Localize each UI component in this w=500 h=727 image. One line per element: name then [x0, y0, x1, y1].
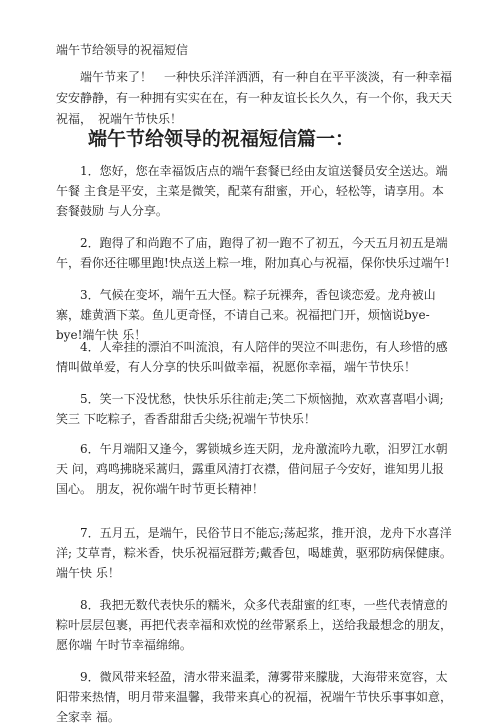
- message-item-9: 9．微风带来轻盈，清水带来温柔，薄雾带来朦胧，大海带来宽容，太阳带来热情，明月带来温馨，我带来真心的祝福，祝端午节快乐事事如意，全家幸 福。: [56, 670, 453, 724]
- message-item-4: 4．人牵挂的漂泊不叫流浪，有人陪伴的哭泣不叫悲伤，有人珍惜的感情叫做单爱，有人分享的快乐叫做幸福，祝愿你幸福，端午节快乐！: [56, 340, 448, 374]
- message-item-7: 7．五月五，是端午，民俗节日不能忘;荡起浆，推开浪，龙舟下水喜洋洋; 艾草青，粽米香，快乐祝福冠群芳;戴香包，喝雄黄，驱邪防病保健康。端午快 乐！: [56, 526, 452, 580]
- message-item-3: 3．气候在变坏，端午五大怪。粽子玩裸奔，香包谈恋爱。龙舟被山寨，雄黄酒下菜。鱼儿更奇怪，不请自己来。祝福把门开，烦恼说bye-bye!端午快 乐！: [56, 288, 436, 342]
- message-item-5: 5．笑一下没忧愁，快快乐乐往前走;笑二下烦恼抛，欢欢喜喜唱小调;笑三 下吃粽子，香香甜甜舌尖绕;祝端午节快乐！: [56, 392, 444, 426]
- message-item-6: 6．午月端阳又逢今，雾锁城乡连天阴，龙舟激流吟九歌，汨罗江水朝天 问，鸡鸣拂晓采蒿归，露重风清打衣襟，借问屈子今安好，谁知男儿报国心。 朋友，祝你端午时节更长精神！: [56, 442, 448, 496]
- intro-paragraph: 端午节来了！ 一种快乐洋洋洒洒，有一种自在平平淡淡，有一种幸福安安静静，有一种拥有实实在在，有一种友谊长长久久，有一个你，我天天祝福， 祝端午节快乐！: [56, 70, 453, 126]
- message-item-8: 8．我把无数代表快乐的糯米，众多代表甜蜜的红枣，一些代表情意的粽叶层层包裹，再把代表幸福和欢悦的丝带紧系上，送给我最想念的朋友，愿你端 午时节幸福绵绵。: [56, 598, 453, 652]
- section-heading: 端午节给领导的祝福短信篇一：: [88, 128, 355, 150]
- message-item-1: 1．您好，您在幸福饭店点的端午套餐已经由友谊送餐员安全送达。端午餐 主食是平安，主菜是微笑，配菜有甜蜜，开心，轻松等，请享用。本套餐鼓励 与人分享。: [56, 164, 448, 218]
- message-item-2: 2．跑得了和尚跑不了庙，跑得了初一跑不了初五，今天五月初五是端午，看你还往哪里跑!快点送上粽一堆，附加真心与祝福，保你快乐过端午!: [56, 236, 450, 270]
- document-title: 端午节给领导的祝福短信: [56, 43, 189, 57]
